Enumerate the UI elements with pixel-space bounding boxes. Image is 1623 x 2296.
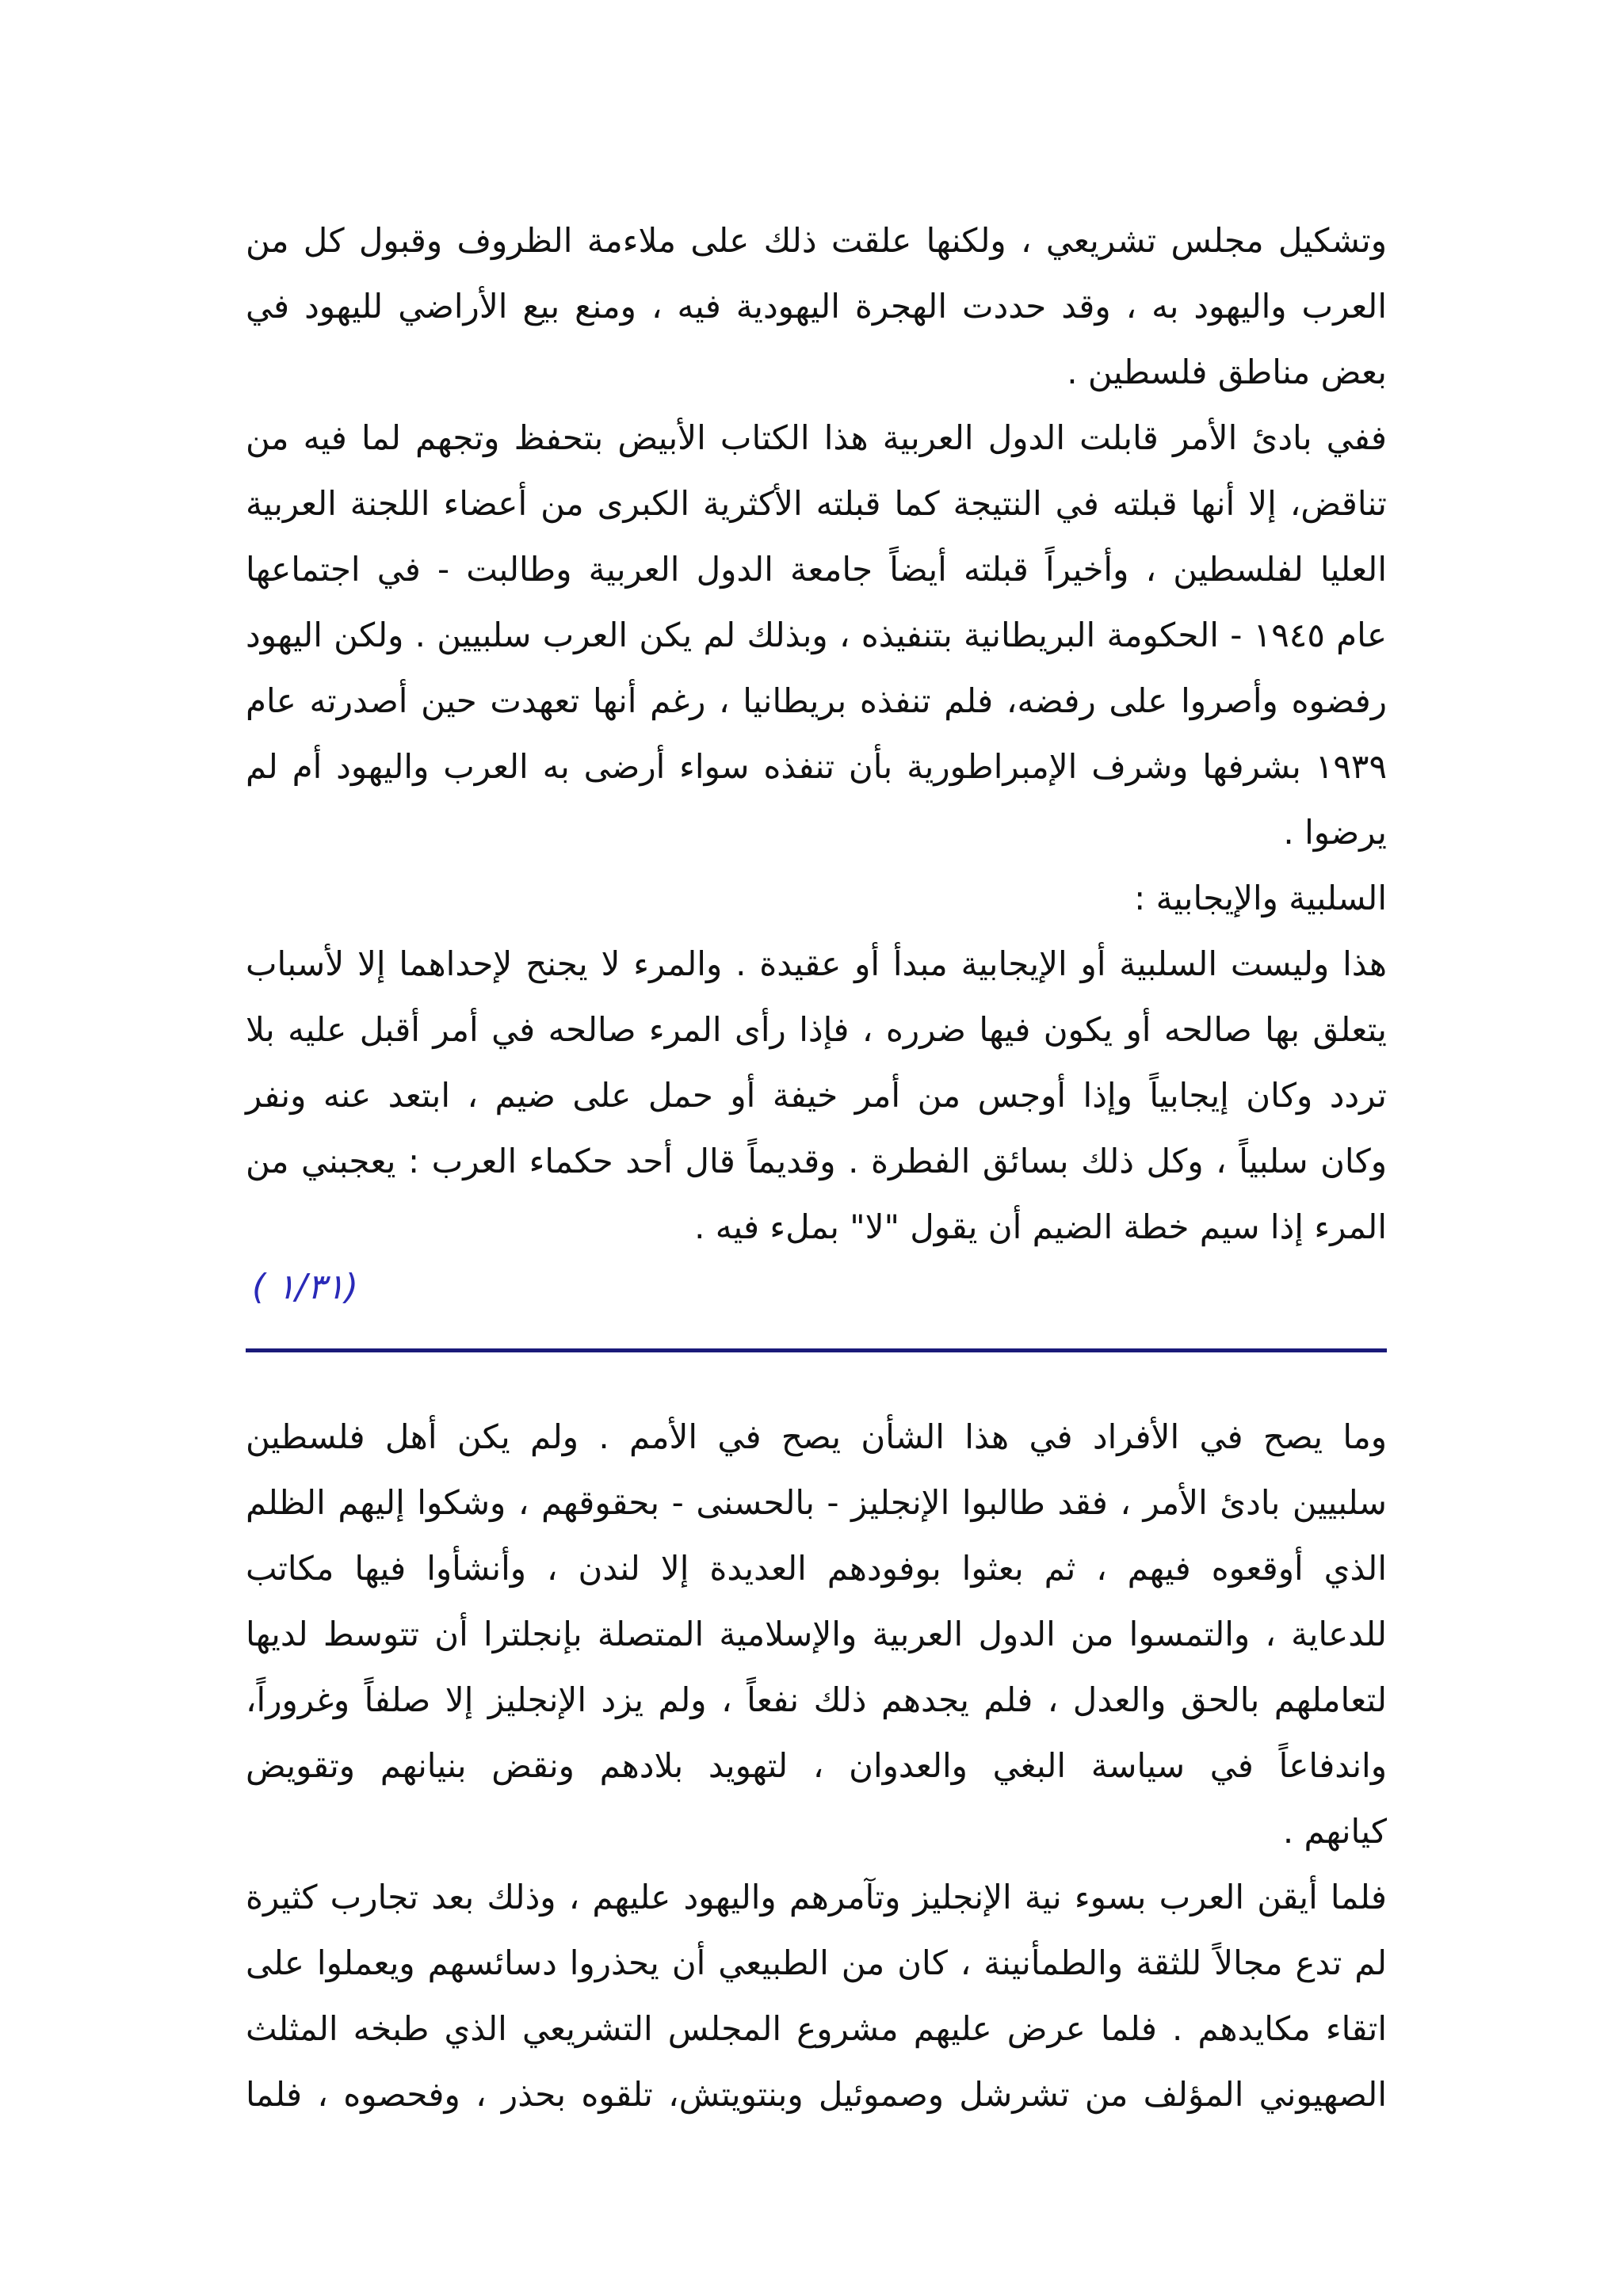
page-1-text xyxy=(246,208,1387,1260)
text-line: وتشكيل مجلس تشريعي ، ولكنها علقت ذلك على ملاءمة الظروف وقبول كل من xyxy=(246,221,1387,260)
page-number: ( ١/٣١) xyxy=(252,1267,359,1307)
text-line: الصهيوني المؤلف من تشرشل وصموئيل وبنتويتش، تلقوه بحذر ، وفحصوه ، فلما xyxy=(246,2075,1387,2114)
text-line: فلما أيقن العرب بسوء نية الإنجليز وتآمرهم واليهود عليهم ، وذلك بعد تجارب كثيرة xyxy=(246,1878,1387,1917)
text-line: الذي أوقعوه فيهم ، ثم بعثوا بوفودهم العديدة إلا لندن ، وأنشأوا فيها مكاتب xyxy=(246,1549,1387,1588)
text-line: بعض مناطق فلسطين . xyxy=(1067,353,1387,391)
text-line: لم تدع مجالاً للثقة والطمأنينة ، كان من الطبيعي أن يحذروا دسائسهم ويعملوا على xyxy=(246,1943,1387,1982)
text-line: سلبيين بادئ الأمر ، فقد طالبوا الإنجليز - بالحسنى - بحقوقهم ، وشكوا إليهم الظلم xyxy=(246,1483,1387,1522)
text-line: للدعاية ، والتمسوا من الدول العربية والإسلامية المتصلة بإنجلترا أن تتوسط لديها xyxy=(246,1615,1387,1653)
text-line: اتقاء مكايدهم . فلما عرض عليهم مشروع المجلس التشريعي الذي طبخه المثلث xyxy=(246,2009,1387,2048)
text-line: ففي بادئ الأمر قابلت الدول العربية هذا الكتاب الأبيض بتحفظ وتجهم لما فيه من xyxy=(246,418,1387,457)
section-heading: السلبية والإيجابية : xyxy=(1134,879,1387,917)
text-line: المرء إذا سيم خطة الضيم أن يقول "لا" بملء فيه . xyxy=(694,1207,1387,1246)
text-line: تناقض، إلا أنها قبلته في النتيجة كما قبلته الأكثرية الكبرى من أعضاء اللجنة العربية xyxy=(246,484,1387,523)
text-line: رفضوه وأصروا على رفضه، فلم تنفذه بريطانيا ، رغم أنها تعهدت حين أصدرته عام xyxy=(246,681,1387,720)
text-line: وكان سلبياً ، وكل ذلك بسائق الفطرة . وقديماً قال أحد حكماء العرب : يعجبني من xyxy=(246,1142,1387,1180)
text-line: عام ١٩٤٥ - الحكومة البريطانية بتنفيذه ، وبذلك لم يكن العرب سلبيين . ولكن اليهود xyxy=(246,616,1388,654)
text-line: كيانهم . xyxy=(1282,1812,1387,1851)
text-line: واندفاعاً في سياسة البغي والعدوان ، لتهويد بلادهم ونقض بنيانهم وتقويض xyxy=(246,1746,1387,1785)
text-line: العليا لفلسطين ، وأخيراً قبلته أيضاً جامعة الدول العربية وطالبت - في اجتماعها xyxy=(246,550,1387,589)
text-line: العرب واليهود به ، وقد حددت الهجرة اليهودية فيه ، ومنع بيع الأراضي لليهود في xyxy=(246,287,1387,326)
text-line: ١٩٣٩ بشرفها وشرف الإمبراطورية بأن تنفذه سواء أرضى به العرب واليهود أم لم xyxy=(246,747,1387,786)
text-line: هذا وليست السلبية أو الإيجابية مبدأ أو عقيدة . والمرء لا يجنح لإحداهما إلا لأسباب xyxy=(246,944,1387,983)
text-line: يرضوا . xyxy=(1283,813,1387,852)
text-line: وما يصح في الأفراد في هذا الشأن يصح في الأمم . ولم يكن أهل فلسطين xyxy=(246,1417,1387,1456)
text-line: تردد وكان إيجابياً وإذا أوجس من أمر خيفة أو حمل على ضيم ، ابتعد عنه ونفر xyxy=(246,1076,1387,1115)
page-separator xyxy=(246,1348,1387,1352)
text-line: يتعلق بها صالحه أو يكون فيها ضرره ، فإذا رأى المرء صالحه في أمر أقبل عليه بلا xyxy=(246,1010,1387,1049)
page-2-text xyxy=(246,1404,1387,2127)
text-line: لتعاملهم بالحق والعدل ، فلم يجدهم ذلك نفعاً ، ولم يزد الإنجليز إلا صلفاً وغروراً، xyxy=(246,1680,1387,1719)
